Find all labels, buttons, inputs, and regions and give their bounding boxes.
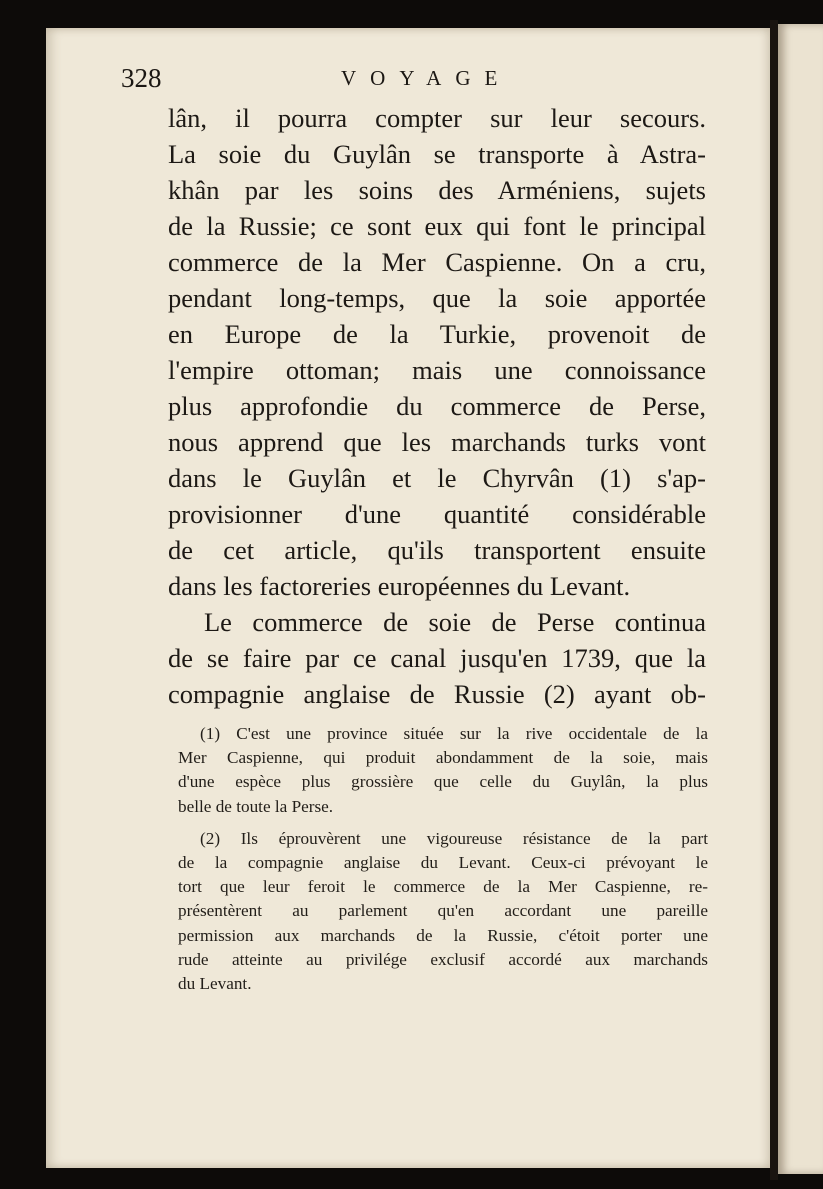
body-line: nous apprend que les marchands turks vont (168, 427, 706, 457)
footnote-line: Mer Caspienne, qui produit abondamment de la soie, mais (178, 748, 708, 768)
body-line: pendant long-temps, que la soie apportée (168, 283, 706, 313)
body-line: l'empire ottoman; mais une connoissance (168, 355, 706, 385)
body-text (168, 100, 706, 712)
body-line: lân, il pourra compter sur leur secours. (168, 103, 706, 133)
body-line: plus approfondie du commerce de Perse, (168, 391, 706, 421)
book-gutter (770, 20, 778, 1180)
body-line: de cet article, qu'ils transportent ensuite (168, 535, 706, 565)
body-line: en Europe de la Turkie, provenoit de (168, 319, 706, 349)
footnote-line: présentèrent au parlement qu'en accordant une pareille (178, 901, 708, 921)
body-line: commerce de la Mer Caspienne. On a cru, (168, 247, 706, 277)
footnote-2 (178, 827, 708, 996)
body-line: Le commerce de soie de Perse continua (204, 607, 706, 637)
footnote-line: d'une espèce plus grossière que celle du Guylân, la plus (178, 772, 708, 792)
footnote-line: permission aux marchands de la Russie, c'étoit porter une (178, 925, 708, 945)
body-line: compagnie anglaise de Russie (2) ayant ob- (168, 679, 706, 709)
body-line: La soie du Guylân se transporte à Astra- (168, 139, 706, 169)
footnote-line: tort que leur feroit le commerce de la Mer Caspienne, re- (178, 877, 708, 897)
body-line: de la Russie; ce sont eux qui font le principal (168, 211, 706, 241)
running-title: VOYAGE (341, 66, 512, 90)
footnote-line: du Levant. (178, 974, 252, 994)
footnote-line: (2) Ils éprouvèrent une vigoureuse résistance de la part (200, 828, 708, 848)
body-line: de se faire par ce canal jusqu'en 1739, que la (168, 643, 706, 673)
footnote-1 (178, 722, 708, 819)
footnote-spacer (178, 819, 708, 827)
facing-page-edge (778, 24, 823, 1174)
body-line: dans les factoreries européennes du Levant. (168, 571, 631, 601)
footnote-line: (1) C'est une province située sur la rive occidentale de la (200, 724, 708, 743)
body-line: dans le Guylân et le Chyrvân (1) s'ap- (168, 463, 706, 493)
footnote-line: de la compagnie anglaise du Levant. Ceux-ci prévoyant le (178, 853, 708, 873)
footnote-line: belle de toute la Perse. (178, 796, 334, 816)
body-line: khân par les soins des Arméniens, sujets (168, 175, 706, 205)
page-header (121, 62, 721, 96)
footnote-line: rude atteinte au privilége exclusif accordé aux marchands (178, 949, 708, 969)
footnotes (178, 722, 708, 996)
page-number: 328 (121, 63, 162, 93)
body-line: provisionner d'une quantité considérable (168, 499, 706, 529)
